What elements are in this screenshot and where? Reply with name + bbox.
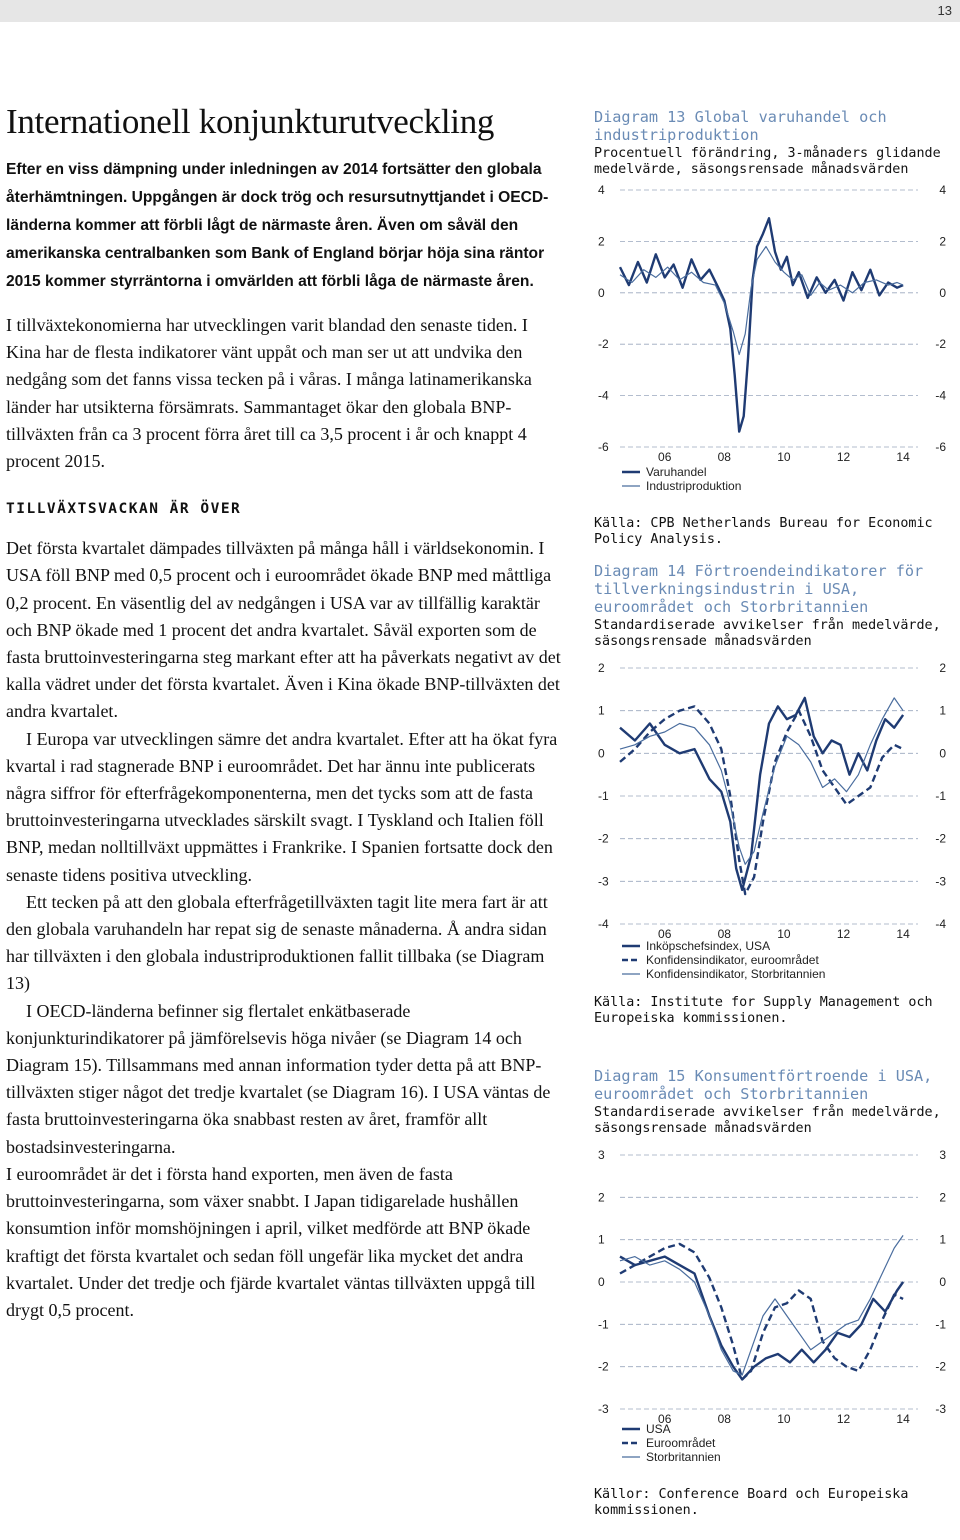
y-tick-label-left: 3 (598, 1148, 605, 1162)
y-tick-label-left: 2 (598, 661, 605, 675)
legend-label: USA (646, 1422, 671, 1436)
diagram-15-chart (594, 1141, 954, 1477)
y-tick-label-right: 1 (939, 703, 946, 718)
diagram-15-subtitle: Standardiserade avvikelser från medelvärde, säsongsrensade månadsvärden (594, 1105, 941, 1136)
y-tick-label-right: -4 (935, 917, 946, 931)
x-tick-label: 12 (836, 927, 851, 941)
y-tick-label-left: 0 (598, 1275, 605, 1289)
page-number: 13 (937, 3, 952, 18)
x-tick-label: 08 (717, 1412, 731, 1426)
x-tick-label: 08 (717, 450, 731, 464)
y-tick-label-left: 2 (598, 234, 605, 249)
x-tick-label: 12 (836, 450, 851, 464)
x-tick-label: 08 (717, 927, 731, 941)
y-tick-label-right: 2 (939, 1190, 946, 1205)
x-tick-label: 10 (777, 450, 791, 464)
series-line-2 (620, 706, 903, 894)
x-tick-label: 06 (658, 450, 672, 464)
body-paragraph-3: I Europa var utvecklingen sämre det andra kvartalet. Efter att ha ökat fyra kvartal i rad stagnerade BNP i euroområdet. Det har ännu inte publicerats några siffror för efterfrågekomponenterna, men det tycks som att de fasta bruttoinvesteringarna utvecklades särskilt svagt. I Tyskland och Italien föll BNP, medan nolltillväxt uppmättes i Frankrike. I Spanien fortsatte dock den senaste tidens positiva utveckling. (6, 728, 558, 885)
x-tick-label: 06 (658, 927, 672, 941)
diagram-14-chart (594, 654, 954, 989)
y-tick-label-right: -6 (935, 440, 946, 454)
y-tick-label-left: -4 (598, 917, 609, 931)
series-line-2 (620, 1244, 903, 1380)
main-text-column (6, 100, 564, 1324)
diagram-14-source: Källa: Institute for Supply Management och Europeiska kommissionen. (594, 995, 933, 1026)
y-tick-label-left: -2 (598, 337, 609, 352)
diagram-14-subtitle: Standardiserade avvikelser från medelvärde, säsongsrensade månadsvärden (594, 618, 941, 649)
x-tick-label: 06 (658, 1412, 672, 1426)
y-tick-label-right: -3 (935, 1402, 946, 1416)
y-tick-label-right: -3 (935, 874, 946, 889)
y-tick-label-left: -4 (598, 388, 609, 403)
page-number-bar (0, 0, 960, 22)
y-tick-label-right: -2 (935, 1359, 946, 1374)
diagram-14-title: Diagram 14 Förtroendeindikatorer för tillverkningsindustrin i USA, euroområdet och Storbritannien (594, 562, 924, 616)
diagram-column (594, 108, 954, 1519)
y-tick-label-left: -1 (598, 789, 609, 803)
legend-label: Storbritannien (646, 1450, 721, 1464)
y-tick-label-right: -1 (935, 789, 946, 803)
diagram-13-source: Källa: CPB Netherlands Bureau for Economic Policy Analysis. (594, 516, 933, 547)
y-tick-label-right: -1 (935, 1317, 946, 1332)
x-tick-label: 10 (777, 927, 791, 941)
y-tick-label-left: 4 (598, 183, 605, 197)
y-tick-label-left: 1 (598, 703, 605, 718)
y-tick-label-right: -4 (935, 388, 946, 403)
y-tick-label-left: -2 (598, 1359, 609, 1374)
y-tick-label-right: -2 (935, 337, 946, 352)
y-tick-label-right: 0 (939, 285, 946, 300)
y-tick-label-left: 0 (598, 746, 605, 761)
page-title: Internationell konjunkturutveckling (6, 102, 495, 141)
x-tick-label: 14 (896, 450, 910, 464)
y-tick-label-left: 1 (598, 1232, 605, 1247)
x-tick-label: 10 (777, 1412, 791, 1426)
x-tick-label: 12 (836, 1412, 851, 1426)
body-paragraph-4: Ett tecken på att den globala efterfrågetillväxten tagit lite mera fart är att den globala varuhandeln har repat sig de senaste månaderna. Å andra sidan har tillväxten i den globala industriproduktionen fallit tillbaka (se Diagram 13) (6, 891, 548, 994)
y-tick-label-right: 4 (939, 183, 946, 197)
body-paragraph-5: I OECD-länderna befinner sig flertalet enkätbaserade konjunkturindikatorer på jämförelsevis höga nivåer (se Diagram 14 och Diagram 15). Tillsammans med annan information tyder detta på att BNP-tillväxten stiger något det tredje kvartalet (se Diagram 16). I USA väntas de fasta bruttoinvesteringarna öka snabbast resten av året, framför allt bostadsinvesteringarna. (6, 1000, 551, 1157)
series-line-1 (620, 1257, 903, 1380)
diagram-13-chart (594, 182, 954, 512)
y-tick-label-left: -3 (598, 874, 609, 889)
diagram-13-subtitle: Procentuell förändring, 3-månaders glidande medelvärde, säsongsrensade månadsvärden (594, 146, 941, 177)
y-tick-label-right: -2 (935, 831, 946, 846)
y-tick-label-right: 1 (939, 1232, 946, 1247)
legend-label: Industriproduktion (646, 479, 742, 493)
x-tick-label: 14 (896, 1412, 910, 1426)
y-tick-label-left: -2 (598, 831, 609, 846)
lead-paragraph: Efter en viss dämpning under inledningen av 2014 fortsätter den globala återhämtningen. Uppgången är dock trög och resursutnyttjandet i OECD-länderna kommer att förbli lågt de närmaste åren. Även om såväl den amerikanska centralbanken som Bank of England börjar höja sina räntor 2015 kommer styrräntorna i omvärlden att förbli låga de närmaste åren. (6, 161, 549, 290)
y-tick-label-left: -3 (598, 1402, 609, 1416)
body-paragraph-1: I tillväxtekonomierna har utvecklingen varit blandad den senaste tiden. I Kina har de flesta indikatorer vänt uppåt och man ser ut att undvika den nedgång som det fanns vissa tecken på i våras. I många latinamerikanska länder har utsikterna försämrats. Sammantaget ökar den globala BNP-tillväxten från ca 3 procent förra året till ca 3,5 procent i år och knappt 4 procent 2015. (6, 315, 532, 472)
y-tick-label-right: 0 (939, 746, 946, 761)
series-line-1 (620, 218, 903, 431)
y-tick-label-right: 2 (939, 661, 946, 675)
body-paragraph-2: Det första kvartalet dämpades tillväxten på många håll i världsekonomin. I USA föll BNP med 0,5 procent och i euroområdet ökade BNP med måttliga 0,2 procent. En väsentlig del av nedgången i USA var av tillfällig karaktär och BNP ökade med 1 procent det andra kvartalet. Såväl exporten som de fasta bruttoinvesteringarna steg markant efter att ha påverkats negativt av det kalla vädret under det första kvartalet. Även i Kina ökade BNP-tillväxten det andra kvartalet. (6, 538, 561, 722)
diagram-15-source: Källor: Conference Board och Europeiska kommissionen. (594, 1487, 909, 1518)
diagram-15-title: Diagram 15 Konsumentförtroende i USA, euroområdet och Storbritannien (594, 1067, 933, 1103)
x-tick-label: 14 (896, 927, 910, 941)
y-tick-label-right: 3 (939, 1148, 946, 1162)
legend-label: Konfidensindikator, Storbritannien (646, 967, 826, 981)
body-paragraph-6: I euroområdet är det i första hand exporten, men även de fasta bruttoinvesteringarna, som växer snabbt. I Japan tidigarelade hushållen konsumtion inför momshöjningen i april, vilket medförde att BNP ökade kraftigt det första kvartalet och sedan föll ungefär lika mycket det andra kvartalet. Under det tredje och fjärde kvartalet väntas tillväxten uppgå till drygt 0,5 procent. (6, 1163, 536, 1320)
y-tick-label-right: 2 (939, 234, 946, 249)
legend-label: Inköpschefsindex, USA (646, 939, 771, 953)
series-line-2 (620, 247, 903, 355)
series-line-3 (620, 698, 903, 864)
y-tick-label-left: -1 (598, 1317, 609, 1332)
y-tick-label-left: -6 (598, 440, 609, 454)
section-heading: TILLVÄXTSVACKAN ÄR ÖVER (6, 501, 242, 518)
legend-label: Konfidensindikator, euroområdet (646, 953, 819, 967)
y-tick-label-right: 0 (939, 1275, 946, 1289)
legend-label: Euroområdet (646, 1436, 716, 1450)
legend-label: Varuhandel (646, 465, 707, 479)
y-tick-label-left: 2 (598, 1190, 605, 1205)
y-tick-label-left: 0 (598, 285, 605, 300)
diagram-13-title: Diagram 13 Global varuhandel och industriproduktion (594, 108, 887, 144)
